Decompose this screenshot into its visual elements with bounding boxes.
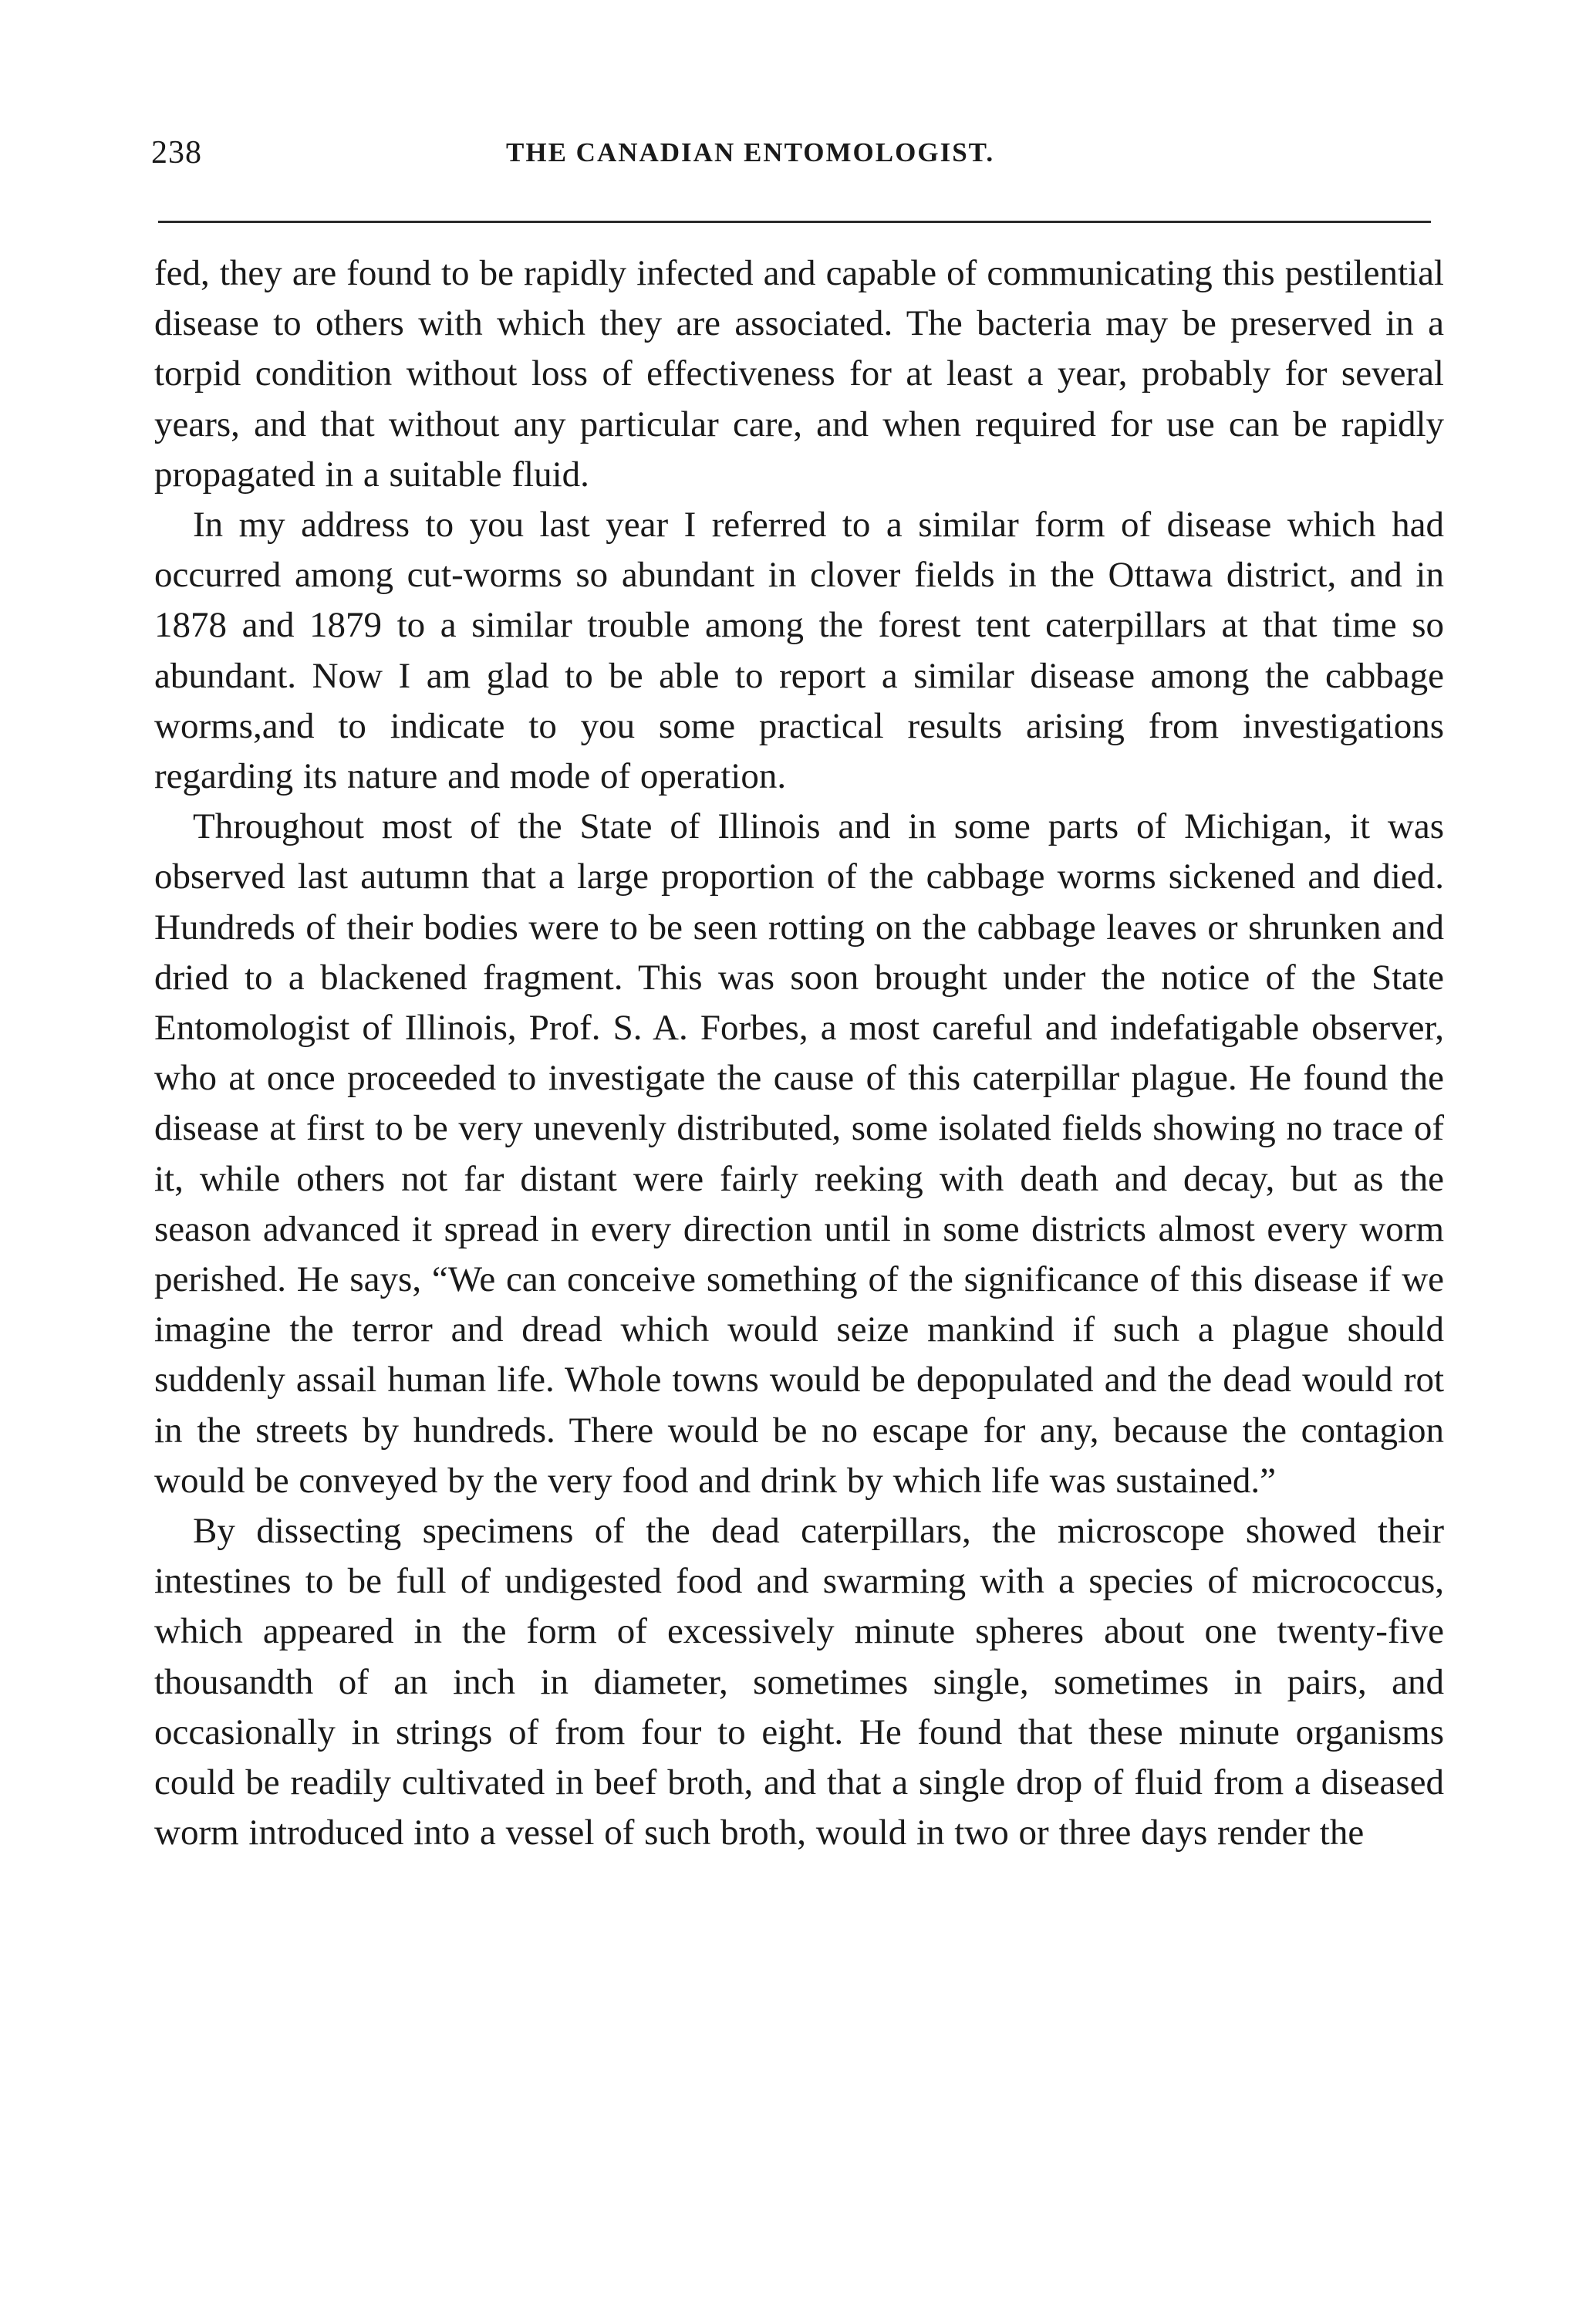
article-body: [154, 248, 1444, 1859]
paragraph-continued: fed, they are found to be rapidly infected and capable of communicating this pestilential disease to others with which they are associated. The bacteria may be preserved in a torpid condition without loss of effectiveness for at least a year, probably for several years, and that without any particular care, and when required for use can be rapidly propagated in a suitable fluid.: [154, 253, 1444, 495]
page-number: 238: [151, 135, 202, 171]
header-rule: [158, 221, 1431, 223]
paragraph-cut-worms: In my address to you last year I referred to a similar form of disease which had occurred among cut-worms so abundant in clover fields in the Ottawa district, and in 1878 and 1879 to a similar trouble among the forest tent caterpillars at that time so abundant. Now I am glad to be able to report a similar disease among the cabbage worms,and to indicate to you some practical results arising from investigations regarding its nature and mode of operation.: [154, 505, 1444, 797]
page-header: [151, 130, 1443, 176]
paragraph-micrococcus: By dissecting specimens of the dead caterpillars, the microscope showed their intestines to be full of undigested food and swarming with a species of micrococcus, which appeared in the form of excessively minute spheres about one twenty-five thousandth of an inch in diameter, sometimes single, sometimes in pairs, and occasionally in strings of from four to eight. He found that these minute organisms could be readily cultivated in beef broth, and that a single drop of fluid from a diseased worm introduced into a vessel of such broth, would in two or three days render the: [154, 1511, 1444, 1853]
paragraph-illinois: Throughout most of the State of Illinois and in some parts of Michigan, it was observed last autumn that a large proportion of the cabbage worms sickened and died. Hundreds of their bodies were to be seen rotting on the cabbage leaves or shrunken and dried to a blackened fragment. This was soon brought under the notice of the State Entomologist of Illinois, Prof. S. A. Forbes, a most careful and indefatigable observer, who at once proceeded to investigate the cause of this caterpillar plague. He found the disease at first to be very unevenly distributed, some isolated fields showing no trace of it, while others not far distant were fairly reeking with death and decay, but as the season advanced it spread in every direction until in some districts almost every worm perished. He says, “We can conceive something of the significance of this disease if we imagine the terror and dread which would seize mankind if such a plague should suddenly assail human life. Whole towns would be depopulated and the dead would rot in the streets by hundreds. There would be no escape for any, because the contagion would be conveyed by the very food and drink by which life was sustained.”: [154, 806, 1444, 1501]
running-title: THE CANADIAN ENTOMOLOGIST.: [506, 137, 995, 167]
